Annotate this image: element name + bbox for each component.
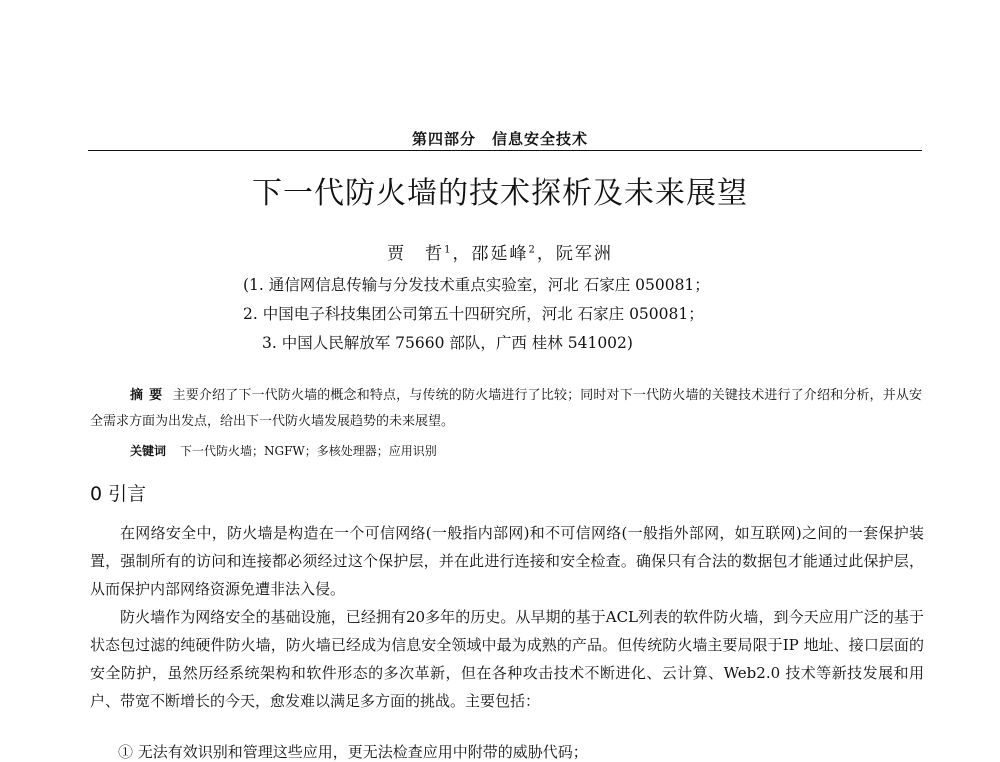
- affiliation-3: 3. 中国人民解放军 75660 部队，广西 桂林 541002): [262, 334, 633, 352]
- author-affiliation-mark: 2: [528, 244, 537, 256]
- author-affiliation-mark: 1: [444, 244, 453, 256]
- section-heading: 0 引言: [90, 483, 147, 505]
- body-paragraph-1: [90, 519, 924, 603]
- keywords-text: 下一代防火墙；NGFW；多核处理器；应用识别: [180, 444, 437, 458]
- author-name: 阮军洲: [555, 244, 613, 264]
- keywords: [130, 442, 437, 459]
- author-separator: ，: [452, 244, 472, 264]
- author-name: 贾 哲: [387, 244, 445, 264]
- abstract-label: 摘要: [130, 388, 169, 403]
- abstract-text: 主要介绍了下一代防火墙的概念和特点，与传统的防火墙进行了比较；同时对下一代防火墙的关键技术进行了介绍和分析，并从安全需求方面为出发点，给出下一代防火墙发展趋势的未来展望。: [90, 388, 922, 429]
- affiliation-1: (1. 通信网信息传输与分发技术重点实验室，河北 石家庄 050081；: [243, 276, 710, 294]
- author-list: [0, 239, 1000, 264]
- author-separator: ，: [536, 244, 556, 264]
- paper-title: 下一代防火墙的技术探析及未来展望: [252, 176, 748, 211]
- body-paragraph-2: [90, 603, 924, 715]
- author-name: 邵延峰: [471, 244, 529, 264]
- keywords-label: 关键词: [130, 444, 167, 458]
- list-item: ① 无法有效识别和管理这些应用，更无法检查应用中附带的威胁代码；: [118, 743, 588, 761]
- paragraph-text: 在网络安全中，防火墙是构造在一个可信网络(一般指内部网)和不可信网络(一般指外部网，如互联网)之间的一套保护装置，强制所有的访问和连接都必须经过这个保护层，并在此进行连接和安全检查。确保只有合法的数据包才能通过此保护层，从而保护内部网络资源免遭非法入侵。: [90, 524, 924, 598]
- affiliation-2: 2. 中国电子科技集团公司第五十四研究所，河北 石家庄 050081；: [243, 305, 704, 323]
- header-rule: [88, 150, 922, 151]
- abstract: [90, 383, 922, 435]
- paragraph-text: 防火墙作为网络安全的基础设施，已经拥有20多年的历史。从早期的基于ACL列表的软件防火墙，到今天应用广泛的基于状态包过滤的纯硬件防火墙，防火墙已经成为信息安全领域中最为成熟的产品。但传统防火墙主要局限于IP 地址、接口层面的安全防护，虽然历经系统架构和软件形态的多次革新，但在各种攻击技术不断进化、云计算、Web2.0 技术等新技发展和用户、带宽不断增长的今天，愈发难以满足多方面的挑战。主要包括：: [90, 608, 924, 710]
- part-header: 第四部分 信息安全技术: [411, 130, 588, 148]
